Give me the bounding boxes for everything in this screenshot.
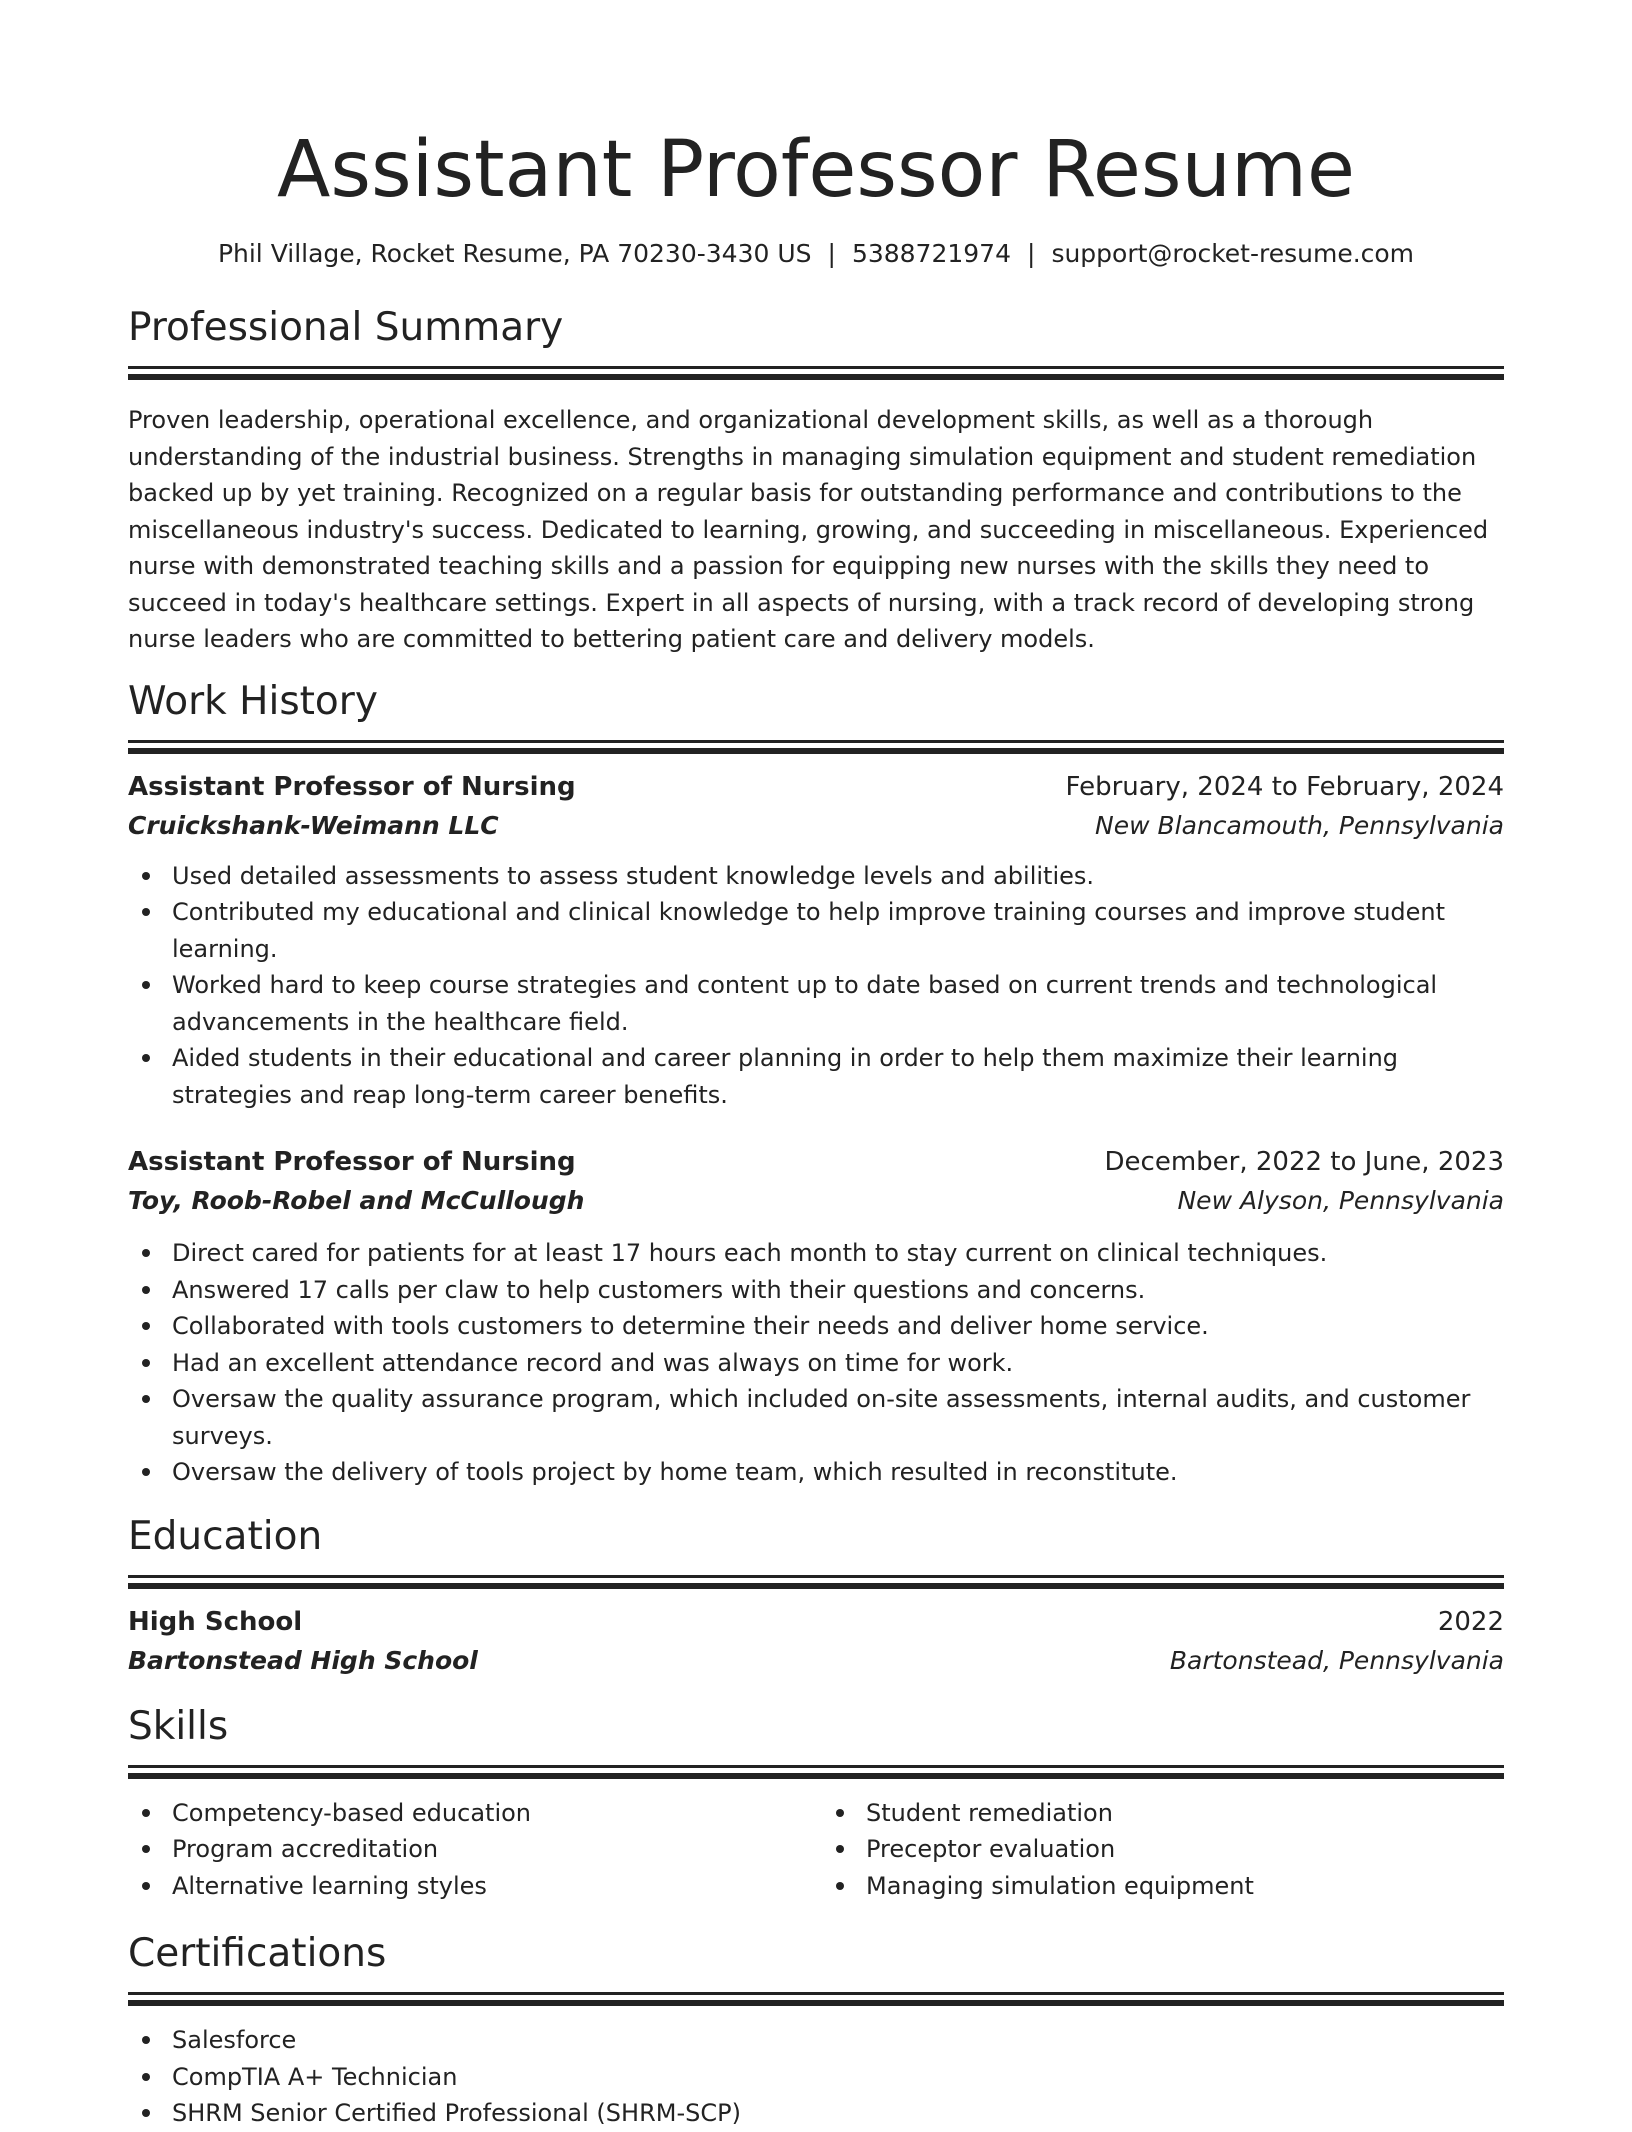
job-bullet: Contributed my educational and clinical knowledge to help improve training courses and improve student learning. — [172, 894, 1504, 967]
job-bullet: Had an excellent attendance record and was always on time for work. — [172, 1345, 1504, 1382]
section-rule-thick — [128, 374, 1504, 380]
education-section — [128, 1513, 1504, 1681]
skills-grid — [128, 1795, 1504, 1905]
job-entry — [128, 768, 1504, 1114]
resume-page — [128, 0, 1504, 2132]
job-bullet: Oversaw the quality assurance program, which included on-site assessments, internal audits, and customer surveys. — [172, 1381, 1504, 1454]
skill-item: Preceptor evaluation — [866, 1831, 1504, 1868]
section-rule — [128, 1765, 1504, 1768]
education-heading: Education — [128, 1513, 323, 1559]
section-rule-thick — [128, 748, 1504, 754]
education-degree: High School — [128, 1606, 303, 1637]
job-entry — [128, 1143, 1504, 1491]
section-rule-thick — [128, 1583, 1504, 1589]
skills-section — [128, 1703, 1504, 1905]
contact-line — [128, 238, 1504, 270]
section-rule-thick — [128, 2000, 1504, 2006]
job-dates: December, 2022 to June, 2023 — [1104, 1147, 1504, 1177]
job-location: New Alyson, Pennsylvania — [1177, 1186, 1504, 1215]
job-bullet: Aided students in their educational and career planning in order to help them maximize their learning strategies and reap long-term career benefits. — [172, 1040, 1504, 1113]
certification-item: CompTIA A+ Technician — [172, 2059, 1504, 2096]
job-bullets — [128, 1235, 1504, 1491]
job-bullets — [128, 858, 1504, 1114]
section-rule — [128, 1575, 1504, 1578]
section-rule — [128, 1992, 1504, 1995]
certifications-heading: Certifications — [128, 1931, 387, 1976]
education-school: Bartonstead High School — [128, 1645, 478, 1675]
contact-separator: | — [827, 239, 836, 268]
job-company: Toy, Roob-Robel and McCullough — [128, 1186, 585, 1215]
job-title: Assistant Professor of Nursing — [128, 771, 576, 802]
skills-list-left — [128, 1795, 816, 1905]
education-entry — [128, 1603, 1504, 1681]
job-bullet: Oversaw the delivery of tools project by home team, which resulted in reconstitute. — [172, 1454, 1504, 1491]
summary-heading: Professional Summary — [128, 305, 564, 350]
summary-section — [128, 304, 1504, 658]
certification-item: SHRM Senior Certified Professional (SHRM-SCP) — [172, 2095, 1504, 2132]
job-title: Assistant Professor of Nursing — [128, 1147, 576, 1177]
contact-phone: 5388721974 — [851, 239, 1011, 268]
job-bullet: Worked hard to keep course strategies and content up to date based on current trends and technological advancements in the healthcare field. — [172, 967, 1504, 1040]
certification-item: Salesforce — [172, 2022, 1504, 2059]
skills-list-right — [816, 1795, 1504, 1905]
contact-email: support@rocket-resume.com — [1051, 239, 1415, 268]
summary-text: Proven leadership, operational excellence, and organizational development skills, as well as a thorough understanding of the industrial business. Strengths in managing simulation equipment and student remediation backed up by yet training. Recognized on a regular basis for outstanding performance and contributions to the miscellaneous industry's success. Dedicated to learning, growing, and succeeding in miscellaneous. Experienced nurse with demonstrated teaching skills and a passion for equipping new nurses with the skills they need to succeed in today's healthcare settings. Expert in all aspects of nursing, with a track record of developing strong nurse leaders who are committed to bettering patient care and delivery models. — [128, 406, 1489, 653]
skill-item: Program accreditation — [172, 1831, 816, 1868]
skill-item: Managing simulation equipment — [866, 1868, 1504, 1905]
contact-address: Phil Village, Rocket Resume, PA 70230-3430 US — [217, 239, 812, 268]
job-dates: February, 2024 to February, 2024 — [1065, 771, 1504, 802]
contact-separator: | — [1027, 239, 1036, 268]
skills-heading: Skills — [128, 1703, 229, 1749]
resume-title: Assistant Professor Resume — [277, 125, 1355, 215]
section-rule-thick — [128, 1773, 1504, 1779]
skill-item: Alternative learning styles — [172, 1868, 816, 1905]
certifications-section — [128, 1930, 1504, 2132]
job-company: Cruickshank-Weimann LLC — [128, 810, 499, 840]
job-bullet: Answered 17 calls per claw to help customers with their questions and concerns. — [172, 1272, 1504, 1309]
job-bullet: Used detailed assessments to assess student knowledge levels and abilities. — [172, 858, 1504, 895]
job-location: New Blancamouth, Pennsylvania — [1095, 810, 1504, 840]
section-rule — [128, 366, 1504, 369]
skill-item: Student remediation — [866, 1795, 1504, 1832]
section-rule — [128, 740, 1504, 743]
work-history-section — [128, 678, 1504, 1491]
skill-item: Competency-based education — [172, 1795, 816, 1832]
certifications-list — [128, 2022, 1504, 2132]
work-history-heading: Work History — [128, 678, 378, 724]
job-bullet: Direct cared for patients for at least 17 hours each month to stay current on clinical techniques. — [172, 1235, 1504, 1272]
job-bullet: Collaborated with tools customers to determine their needs and deliver home service. — [172, 1308, 1504, 1345]
education-year: 2022 — [1437, 1606, 1504, 1637]
education-location: Bartonstead, Pennsylvania — [1169, 1645, 1504, 1675]
